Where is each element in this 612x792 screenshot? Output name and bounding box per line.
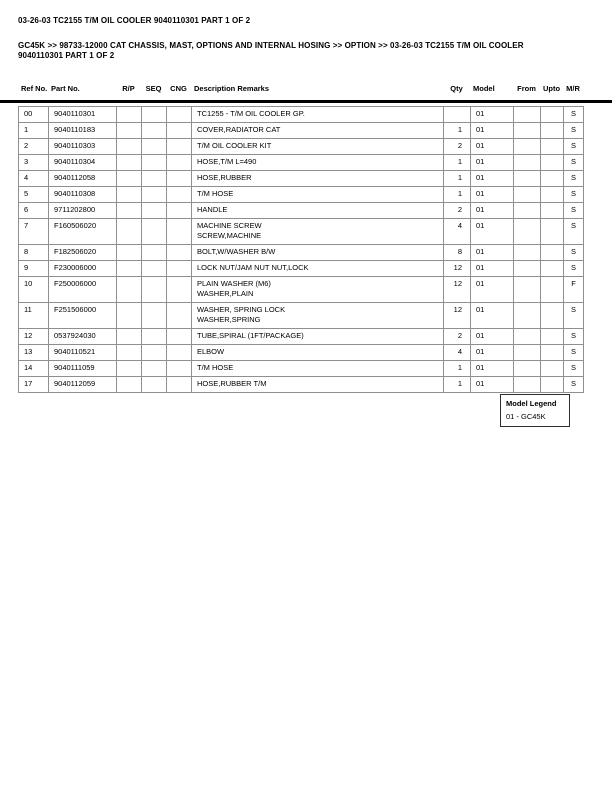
cell-from bbox=[514, 303, 541, 329]
cell-seq bbox=[142, 361, 167, 377]
table-row bbox=[19, 123, 584, 139]
table-row bbox=[19, 345, 584, 361]
description-line: T/M OIL COOLER KIT bbox=[197, 141, 272, 150]
cell-mr: S bbox=[564, 155, 584, 171]
cell-cng bbox=[167, 187, 192, 203]
cell-description bbox=[192, 139, 444, 155]
cell-mr: S bbox=[564, 139, 584, 155]
cell-description bbox=[192, 329, 444, 345]
cell-part-no: 9040112058 bbox=[49, 171, 117, 187]
cell-from bbox=[514, 155, 541, 171]
cell-seq bbox=[142, 203, 167, 219]
table-row bbox=[19, 107, 584, 123]
description-line: TUBE,SPIRAL (1FT/PACKAGE) bbox=[197, 331, 304, 340]
description-line: PLAIN WASHER (M6) bbox=[197, 279, 271, 288]
cell-cng bbox=[167, 107, 192, 123]
cell-ref-no: 8 bbox=[19, 245, 49, 261]
description-line: T/M HOSE bbox=[197, 189, 234, 198]
cell-ref-no: 1 bbox=[19, 123, 49, 139]
cell-mr: S bbox=[564, 329, 584, 345]
table-row bbox=[19, 261, 584, 277]
model-legend-box bbox=[500, 394, 570, 427]
breadcrumb bbox=[18, 41, 596, 60]
cell-ref-no: 12 bbox=[19, 329, 49, 345]
description-line: HOSE,RUBBER bbox=[197, 173, 252, 182]
cell-from bbox=[514, 123, 541, 139]
table-row bbox=[19, 187, 584, 203]
cell-seq bbox=[142, 345, 167, 361]
cell-ref-no: 11 bbox=[19, 303, 49, 329]
cell-description bbox=[192, 107, 444, 123]
cell-rp bbox=[117, 245, 142, 261]
cell-part-no: 0537924030 bbox=[49, 329, 117, 345]
breadcrumb-line-1: GC45K >> 98733-12000 CAT CHASSIS, MAST, OPTIONS AND INTERNAL HOSING >> OPTION >> 03-26-03 TC2155 T/M OIL COOLER bbox=[18, 41, 524, 50]
cell-qty: 2 bbox=[444, 203, 471, 219]
cell-seq bbox=[142, 155, 167, 171]
cell-cng bbox=[167, 329, 192, 345]
cell-rp bbox=[117, 219, 142, 245]
cell-seq bbox=[142, 187, 167, 203]
description-line: WASHER,PLAIN bbox=[197, 289, 254, 298]
cell-model: 01 bbox=[471, 155, 514, 171]
cell-rp bbox=[117, 277, 142, 303]
cell-cng bbox=[167, 361, 192, 377]
parts-table-header bbox=[18, 84, 583, 95]
cell-part-no: 9040110301 bbox=[49, 107, 117, 123]
cell-description bbox=[192, 171, 444, 187]
cell-cng bbox=[167, 123, 192, 139]
cell-part-no: F182506020 bbox=[49, 245, 117, 261]
cell-qty: 1 bbox=[444, 155, 471, 171]
column-header-part: Part No. bbox=[51, 84, 80, 93]
table-row bbox=[19, 219, 584, 245]
cell-ref-no: 13 bbox=[19, 345, 49, 361]
cell-qty: 1 bbox=[444, 377, 471, 393]
cell-upto bbox=[541, 187, 564, 203]
cell-model: 01 bbox=[471, 187, 514, 203]
cell-seq bbox=[142, 329, 167, 345]
cell-rp bbox=[117, 345, 142, 361]
cell-description bbox=[192, 261, 444, 277]
description-line: LOCK NUT/JAM NUT NUT,LOCK bbox=[197, 263, 309, 272]
cell-mr: S bbox=[564, 303, 584, 329]
cell-seq bbox=[142, 261, 167, 277]
cell-seq bbox=[142, 107, 167, 123]
cell-model: 01 bbox=[471, 329, 514, 345]
cell-ref-no: 7 bbox=[19, 219, 49, 245]
cell-upto bbox=[541, 107, 564, 123]
cell-ref-no: 14 bbox=[19, 361, 49, 377]
cell-description bbox=[192, 187, 444, 203]
cell-part-no: F251506000 bbox=[49, 303, 117, 329]
cell-cng bbox=[167, 277, 192, 303]
cell-cng bbox=[167, 345, 192, 361]
cell-qty bbox=[444, 107, 471, 123]
cell-from bbox=[514, 261, 541, 277]
cell-mr: S bbox=[564, 171, 584, 187]
cell-model: 01 bbox=[471, 123, 514, 139]
cell-upto bbox=[541, 361, 564, 377]
table-row bbox=[19, 171, 584, 187]
cell-cng bbox=[167, 171, 192, 187]
column-header-desc: Description Remarks bbox=[194, 84, 270, 93]
cell-qty: 12 bbox=[444, 261, 471, 277]
cell-model: 01 bbox=[471, 107, 514, 123]
cell-from bbox=[514, 329, 541, 345]
table-row bbox=[19, 303, 584, 329]
cell-mr: S bbox=[564, 261, 584, 277]
cell-from bbox=[514, 345, 541, 361]
cell-mr: S bbox=[564, 187, 584, 203]
model-legend-title: Model Legend bbox=[506, 399, 557, 408]
table-row bbox=[19, 155, 584, 171]
cell-upto bbox=[541, 171, 564, 187]
cell-model: 01 bbox=[471, 219, 514, 245]
cell-seq bbox=[142, 219, 167, 245]
cell-ref-no: 4 bbox=[19, 171, 49, 187]
cell-part-no: 9040110183 bbox=[49, 123, 117, 139]
column-header-cng: CNG bbox=[170, 84, 187, 93]
cell-rp bbox=[117, 123, 142, 139]
cell-from bbox=[514, 377, 541, 393]
cell-seq bbox=[142, 245, 167, 261]
parts-table bbox=[18, 106, 584, 393]
description-line: SCREW,MACHINE bbox=[197, 231, 262, 240]
cell-mr: F bbox=[564, 277, 584, 303]
cell-qty: 8 bbox=[444, 245, 471, 261]
cell-description bbox=[192, 277, 444, 303]
cell-ref-no: 2 bbox=[19, 139, 49, 155]
cell-from bbox=[514, 277, 541, 303]
cell-seq bbox=[142, 171, 167, 187]
table-row bbox=[19, 245, 584, 261]
cell-upto bbox=[541, 277, 564, 303]
cell-model: 01 bbox=[471, 203, 514, 219]
breadcrumb-line-2: 9040110301 PART 1 OF 2 bbox=[18, 50, 115, 60]
cell-qty: 2 bbox=[444, 329, 471, 345]
cell-from bbox=[514, 361, 541, 377]
cell-description bbox=[192, 155, 444, 171]
cell-rp bbox=[117, 261, 142, 277]
cell-mr: S bbox=[564, 123, 584, 139]
cell-description bbox=[192, 377, 444, 393]
cell-from bbox=[514, 139, 541, 155]
cell-cng bbox=[167, 139, 192, 155]
cell-part-no: 9711202800 bbox=[49, 203, 117, 219]
cell-part-no: 9040110521 bbox=[49, 345, 117, 361]
cell-qty: 12 bbox=[444, 303, 471, 329]
cell-description bbox=[192, 245, 444, 261]
table-row bbox=[19, 329, 584, 345]
cell-cng bbox=[167, 261, 192, 277]
cell-part-no: F160506020 bbox=[49, 219, 117, 245]
description-line: HANDLE bbox=[197, 205, 228, 214]
cell-mr: S bbox=[564, 203, 584, 219]
cell-ref-no: 00 bbox=[19, 107, 49, 123]
cell-ref-no: 5 bbox=[19, 187, 49, 203]
cell-seq bbox=[142, 277, 167, 303]
cell-ref-no: 10 bbox=[19, 277, 49, 303]
cell-model: 01 bbox=[471, 377, 514, 393]
description-line: HOSE,RUBBER T/M bbox=[197, 379, 267, 388]
description-line: WASHER, SPRING LOCK bbox=[197, 305, 286, 314]
cell-seq bbox=[142, 303, 167, 329]
description-line: BOLT,W/WASHER B/W bbox=[197, 247, 276, 256]
description-line: T/M HOSE bbox=[197, 363, 234, 372]
cell-part-no: 9040110304 bbox=[49, 155, 117, 171]
cell-from bbox=[514, 219, 541, 245]
cell-model: 01 bbox=[471, 345, 514, 361]
cell-rp bbox=[117, 107, 142, 123]
column-header-upto: Upto bbox=[542, 84, 561, 93]
cell-description bbox=[192, 219, 444, 245]
cell-mr: S bbox=[564, 361, 584, 377]
cell-qty: 1 bbox=[444, 187, 471, 203]
cell-cng bbox=[167, 245, 192, 261]
column-header-qty: Qty bbox=[450, 84, 463, 93]
table-row bbox=[19, 139, 584, 155]
table-row bbox=[19, 377, 584, 393]
column-header-model: Model bbox=[473, 84, 495, 93]
cell-seq bbox=[142, 377, 167, 393]
cell-description bbox=[192, 123, 444, 139]
cell-rp bbox=[117, 303, 142, 329]
cell-upto bbox=[541, 203, 564, 219]
model-legend-entry: 01 - GC45K bbox=[506, 412, 546, 421]
cell-mr: S bbox=[564, 219, 584, 245]
cell-qty: 12 bbox=[444, 277, 471, 303]
cell-seq bbox=[142, 123, 167, 139]
cell-upto bbox=[541, 245, 564, 261]
cell-seq bbox=[142, 139, 167, 155]
cell-ref-no: 9 bbox=[19, 261, 49, 277]
cell-description bbox=[192, 345, 444, 361]
column-header-ref: Ref No. bbox=[21, 84, 48, 93]
page-title: 03-26-03 TC2155 T/M OIL COOLER 9040110301 PART 1 OF 2 bbox=[18, 16, 251, 25]
cell-qty: 4 bbox=[444, 219, 471, 245]
cell-from bbox=[514, 171, 541, 187]
table-row bbox=[19, 361, 584, 377]
cell-mr: S bbox=[564, 377, 584, 393]
cell-model: 01 bbox=[471, 277, 514, 303]
description-line: TC1255 - T/M OIL COOLER GP. bbox=[197, 109, 305, 118]
cell-mr: S bbox=[564, 345, 584, 361]
cell-part-no: F250006000 bbox=[49, 277, 117, 303]
cell-from bbox=[514, 245, 541, 261]
cell-part-no: 9040112059 bbox=[49, 377, 117, 393]
cell-model: 01 bbox=[471, 171, 514, 187]
description-line: WASHER,SPRING bbox=[197, 315, 261, 324]
cell-model: 01 bbox=[471, 261, 514, 277]
cell-qty: 2 bbox=[444, 139, 471, 155]
cell-from bbox=[514, 107, 541, 123]
cell-ref-no: 17 bbox=[19, 377, 49, 393]
cell-upto bbox=[541, 345, 564, 361]
cell-from bbox=[514, 203, 541, 219]
cell-rp bbox=[117, 171, 142, 187]
column-header-rp: R/P bbox=[122, 84, 135, 93]
cell-model: 01 bbox=[471, 139, 514, 155]
cell-cng bbox=[167, 155, 192, 171]
cell-part-no: 9040110303 bbox=[49, 139, 117, 155]
cell-rp bbox=[117, 155, 142, 171]
table-row bbox=[19, 277, 584, 303]
cell-model: 01 bbox=[471, 361, 514, 377]
cell-cng bbox=[167, 303, 192, 329]
cell-description bbox=[192, 361, 444, 377]
cell-model: 01 bbox=[471, 303, 514, 329]
cell-description bbox=[192, 203, 444, 219]
column-header-from: From bbox=[517, 84, 536, 93]
cell-cng bbox=[167, 203, 192, 219]
cell-description bbox=[192, 303, 444, 329]
cell-upto bbox=[541, 329, 564, 345]
cell-upto bbox=[541, 219, 564, 245]
cell-from bbox=[514, 187, 541, 203]
cell-upto bbox=[541, 139, 564, 155]
cell-part-no: 9040111059 bbox=[49, 361, 117, 377]
description-line: MACHINE SCREW bbox=[197, 221, 262, 230]
cell-mr: S bbox=[564, 245, 584, 261]
cell-rp bbox=[117, 377, 142, 393]
cell-cng bbox=[167, 219, 192, 245]
cell-upto bbox=[541, 303, 564, 329]
cell-rp bbox=[117, 361, 142, 377]
cell-upto bbox=[541, 155, 564, 171]
cell-rp bbox=[117, 139, 142, 155]
cell-qty: 1 bbox=[444, 123, 471, 139]
cell-rp bbox=[117, 187, 142, 203]
cell-model: 01 bbox=[471, 245, 514, 261]
cell-qty: 1 bbox=[444, 361, 471, 377]
cell-cng bbox=[167, 377, 192, 393]
cell-upto bbox=[541, 261, 564, 277]
cell-ref-no: 6 bbox=[19, 203, 49, 219]
cell-qty: 4 bbox=[444, 345, 471, 361]
cell-part-no: F230006000 bbox=[49, 261, 117, 277]
cell-ref-no: 3 bbox=[19, 155, 49, 171]
cell-part-no: 9040110308 bbox=[49, 187, 117, 203]
table-row bbox=[19, 203, 584, 219]
cell-mr: S bbox=[564, 107, 584, 123]
header-divider-rule bbox=[0, 100, 612, 103]
description-line: HOSE,T/M L=490 bbox=[197, 157, 257, 166]
cell-rp bbox=[117, 329, 142, 345]
cell-upto bbox=[541, 377, 564, 393]
description-line: ELBOW bbox=[197, 347, 225, 356]
description-line: COVER,RADIATOR CAT bbox=[197, 125, 281, 134]
column-header-mr: M/R bbox=[566, 84, 580, 93]
cell-rp bbox=[117, 203, 142, 219]
column-header-seq: SEQ bbox=[145, 84, 162, 93]
cell-qty: 1 bbox=[444, 171, 471, 187]
column-header-row bbox=[18, 84, 583, 95]
cell-upto bbox=[541, 123, 564, 139]
